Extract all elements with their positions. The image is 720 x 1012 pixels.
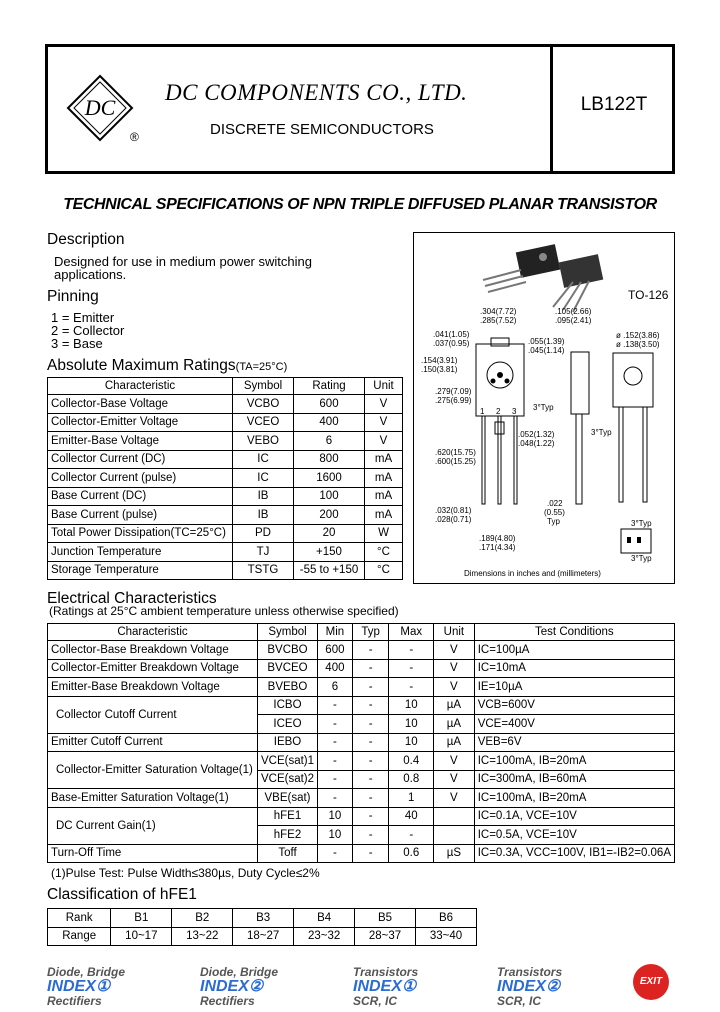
col-characteristic: Characteristic	[48, 378, 233, 395]
elec-cell: -	[352, 752, 389, 771]
elec-cell: hFE1	[257, 807, 317, 826]
svg-text:Typ: Typ	[547, 517, 560, 526]
elec-row	[48, 678, 675, 697]
elec-row	[48, 844, 675, 863]
part-number: LB122T	[580, 94, 648, 115]
abs-cell: mA	[365, 469, 403, 488]
range-cell: 13~22	[172, 927, 233, 946]
abs-row	[48, 543, 403, 562]
package-name: TO-126	[628, 288, 669, 302]
elec-cell: -	[318, 844, 353, 863]
svg-text:3°Typ: 3°Typ	[533, 403, 554, 412]
elec-cell: -	[318, 789, 353, 808]
elec-cell: -	[389, 678, 434, 697]
elec-cell: 400	[318, 659, 353, 678]
svg-text:3: 3	[512, 407, 517, 416]
abs-max-condition: (TA=25°C)	[235, 361, 288, 373]
elec-row	[48, 659, 675, 678]
elec-cell: -	[352, 733, 389, 752]
abs-cell: IB	[233, 506, 294, 525]
col-symbol: Symbol	[233, 378, 294, 395]
abs-cell: TSTG	[233, 561, 294, 580]
abs-cell: +150	[294, 543, 365, 562]
svg-text:.028(0.71): .028(0.71)	[435, 515, 472, 524]
footer-link-number: ①	[95, 978, 111, 995]
svg-text:.304(7.72): .304(7.72)	[480, 307, 517, 316]
footer-link-line1: Transistors	[353, 965, 419, 979]
footer-link-line1: Diode, Bridge	[200, 965, 279, 979]
elec-cell: IC=0.1A, VCE=10V	[474, 807, 674, 826]
package-photo	[483, 244, 603, 312]
footer-link-line1: Transistors	[497, 965, 563, 979]
svg-text:.037(0.95): .037(0.95)	[433, 339, 470, 348]
abs-cell: Base Current (pulse)	[48, 506, 233, 525]
range-cell: 18~27	[233, 927, 294, 946]
elec-cell: -	[318, 715, 353, 734]
svg-text:.171(4.34): .171(4.34)	[479, 543, 516, 552]
abs-cell: °C	[365, 561, 403, 580]
abs-row	[48, 487, 403, 506]
elec-row	[48, 733, 675, 752]
svg-text:.600(15.25): .600(15.25)	[435, 457, 476, 466]
elec-cell: 600	[318, 641, 353, 660]
elec-cell: VCB=600V	[474, 696, 674, 715]
elec-cell: DC Current Gain(1)	[48, 807, 258, 844]
abs-cell: V	[365, 413, 403, 432]
footer-link-index-text: INDEX	[497, 978, 546, 995]
description-line2: applications.	[54, 267, 127, 282]
elec-cell: BVCEO	[257, 659, 317, 678]
svg-text:.285(7.52): .285(7.52)	[480, 316, 517, 325]
svg-text:.052(1.32): .052(1.32)	[518, 430, 555, 439]
elec-cell: -	[352, 826, 389, 845]
description-heading: Description	[47, 231, 125, 248]
ecol-conditions: Test Conditions	[474, 624, 674, 641]
elec-cell: IC=10mA	[474, 659, 674, 678]
elec-cell: VCE(sat)2	[257, 770, 317, 789]
ecol-max: Max	[389, 624, 434, 641]
ecol-unit: Unit	[434, 624, 475, 641]
footer-index-link[interactable]	[353, 966, 453, 1007]
footer-link-number: ②	[248, 978, 264, 995]
svg-text:.045(1.14): .045(1.14)	[528, 346, 565, 355]
elec-cell: Collector-Base Breakdown Voltage	[48, 641, 258, 660]
elec-cell: V	[434, 641, 475, 660]
elec-cell: IC=0.3A, VCC=100V, IB1=-IB2=0.06A	[474, 844, 674, 863]
abs-row	[48, 469, 403, 488]
elec-cell: Emitter Cutoff Current	[48, 733, 258, 752]
elec-cell	[434, 826, 475, 845]
elec-cell: V	[434, 659, 475, 678]
abs-row	[48, 450, 403, 469]
elec-cell: BVEBO	[257, 678, 317, 697]
footer-link-number: ①	[401, 978, 417, 995]
elec-cell: 0.8	[389, 770, 434, 789]
abs-cell: Collector-Emitter Voltage	[48, 413, 233, 432]
svg-text:2: 2	[496, 407, 501, 416]
svg-text:.279(7.09): .279(7.09)	[435, 387, 472, 396]
abs-cell: 800	[294, 450, 365, 469]
footer-link-line3: Rectifiers	[200, 994, 255, 1008]
abs-cell: Collector-Base Voltage	[48, 395, 233, 414]
elec-cell: 10	[389, 715, 434, 734]
abs-cell: Emitter-Base Voltage	[48, 432, 233, 451]
footer-link-line1: Diode, Bridge	[47, 965, 126, 979]
abs-cell: 6	[294, 432, 365, 451]
elec-cell: VEB=6V	[474, 733, 674, 752]
abs-cell: W	[365, 524, 403, 543]
abs-row	[48, 506, 403, 525]
range-cell: 28~37	[355, 927, 416, 946]
elec-cell: -	[352, 715, 389, 734]
elec-cell: -	[318, 733, 353, 752]
footer-link-line3: Rectifiers	[47, 994, 102, 1008]
elec-cell: IE=10µA	[474, 678, 674, 697]
elec-row	[48, 641, 675, 660]
elec-cell: -	[352, 678, 389, 697]
abs-cell: Junction Temperature	[48, 543, 233, 562]
abs-cell: TJ	[233, 543, 294, 562]
svg-text:.032(0.81): .032(0.81)	[435, 506, 472, 515]
elec-cell: IC=100mA, IB=20mA	[474, 789, 674, 808]
abs-cell: V	[365, 395, 403, 414]
elec-cell: -	[352, 807, 389, 826]
abs-cell: VEBO	[233, 432, 294, 451]
elec-cell: -	[389, 826, 434, 845]
abs-cell: VCEO	[233, 413, 294, 432]
elec-cell: -	[352, 641, 389, 660]
rank-cell: B6	[415, 909, 476, 928]
rank-cell: B5	[355, 909, 416, 928]
abs-cell: Base Current (DC)	[48, 487, 233, 506]
abs-cell: 400	[294, 413, 365, 432]
dimension-labels	[421, 307, 660, 563]
elec-cell: hFE2	[257, 826, 317, 845]
svg-text:.189(4.80): .189(4.80)	[479, 534, 516, 543]
abs-cell: Collector Current (DC)	[48, 450, 233, 469]
abs-cell: °C	[365, 543, 403, 562]
elec-cell: 6	[318, 678, 353, 697]
footer-index-link[interactable]	[47, 966, 147, 1007]
svg-text:.095(2.41): .095(2.41)	[555, 316, 592, 325]
svg-text:.620(15.75): .620(15.75)	[435, 448, 476, 457]
elec-cell: V	[434, 752, 475, 771]
description-line1: Designed for use in medium power switching	[54, 254, 312, 269]
footer-index-link[interactable]	[200, 966, 300, 1007]
svg-text:.105(2.66): .105(2.66)	[555, 307, 592, 316]
elec-cell: IC=300mA, IB=60mA	[474, 770, 674, 789]
elec-cell: 1	[389, 789, 434, 808]
elec-cell: µA	[434, 696, 475, 715]
elec-cell: Emitter-Base Breakdown Voltage	[48, 678, 258, 697]
svg-text:.048(1.22): .048(1.22)	[518, 439, 555, 448]
footer-link-index	[47, 978, 147, 995]
elec-cell: -	[352, 659, 389, 678]
elec-footnote: (1)Pulse Test: Pulse Width≤380µs, Duty Cycle≤2%	[51, 866, 320, 880]
svg-text:ø .152(3.86): ø .152(3.86)	[616, 331, 660, 340]
rank-cell: B4	[294, 909, 355, 928]
pin-3: 3 = Base	[51, 336, 103, 351]
company-name: DC COMPONENTS CO., LTD.	[165, 80, 468, 105]
footer-link-line3: SCR, IC	[353, 994, 398, 1008]
abs-row	[48, 413, 403, 432]
elec-cell: µS	[434, 844, 475, 863]
elec-cell: -	[352, 770, 389, 789]
footer-link-index	[200, 978, 300, 995]
abs-cell: IB	[233, 487, 294, 506]
package-drawing	[413, 232, 675, 584]
abs-cell: Total Power Dissipation(TC=25°C)	[48, 524, 233, 543]
elec-cell: Toff	[257, 844, 317, 863]
elec-cell: V	[434, 678, 475, 697]
abs-cell: -55 to +150	[294, 561, 365, 580]
elec-row	[48, 752, 675, 771]
ecol-symbol: Symbol	[257, 624, 317, 641]
range-cell: 23~32	[294, 927, 355, 946]
svg-text:3°Typ: 3°Typ	[631, 519, 652, 528]
abs-cell: mA	[365, 487, 403, 506]
abs-max-table	[47, 377, 403, 580]
elec-cell: µA	[434, 715, 475, 734]
abs-row	[48, 432, 403, 451]
footer-link-index-text: INDEX	[47, 978, 96, 995]
elec-cell: -	[318, 752, 353, 771]
rank-label: Rank	[48, 909, 111, 928]
exit-button[interactable]: EXIT	[633, 964, 669, 1000]
abs-cell: V	[365, 432, 403, 451]
range-cell: 10~17	[111, 927, 172, 946]
svg-text:3°Typ: 3°Typ	[591, 428, 612, 437]
ecol-characteristic: Characteristic	[48, 624, 258, 641]
svg-text:.055(1.39): .055(1.39)	[528, 337, 565, 346]
abs-row	[48, 561, 403, 580]
elec-cell: IC=100mA, IB=20mA	[474, 752, 674, 771]
abs-cell: IC	[233, 450, 294, 469]
elec-row	[48, 696, 675, 715]
elec-cell: IC=0.5A, VCE=10V	[474, 826, 674, 845]
svg-text:3°Typ: 3°Typ	[631, 554, 652, 563]
elec-cell: BVCBO	[257, 641, 317, 660]
elec-cell: Turn-Off Time	[48, 844, 258, 863]
elec-cell: 0.4	[389, 752, 434, 771]
elec-cell: VCE(sat)1	[257, 752, 317, 771]
elec-cell: µA	[434, 733, 475, 752]
rank-cell: B3	[233, 909, 294, 928]
footer-link-index	[497, 978, 597, 995]
svg-text:.275(6.99): .275(6.99)	[435, 396, 472, 405]
elec-cell: ICEO	[257, 715, 317, 734]
elec-cell: -	[352, 844, 389, 863]
elec-table	[47, 623, 675, 863]
rank-cell: B2	[172, 909, 233, 928]
elec-cell: VCE=400V	[474, 715, 674, 734]
abs-cell: 1600	[294, 469, 365, 488]
footer-link-line3: SCR, IC	[497, 994, 542, 1008]
footer-link-index	[353, 978, 453, 995]
elec-cell: VBE(sat)	[257, 789, 317, 808]
abs-cell: 600	[294, 395, 365, 414]
svg-text:(0.55): (0.55)	[544, 508, 565, 517]
abs-row	[48, 395, 403, 414]
elec-cell: 10	[318, 826, 353, 845]
elec-cell: -	[352, 789, 389, 808]
abs-cell: mA	[365, 450, 403, 469]
abs-cell: mA	[365, 506, 403, 525]
elec-cell: Base-Emitter Saturation Voltage(1)	[48, 789, 258, 808]
elec-cell: 10	[318, 807, 353, 826]
elec-cell: Collector-Emitter Breakdown Voltage	[48, 659, 258, 678]
division-name: DISCRETE SEMICONDUCTORS	[210, 121, 434, 138]
elec-cell: Collector-Emitter Saturation Voltage(1)	[48, 752, 258, 789]
elec-cell: 10	[389, 696, 434, 715]
footer-link-index-text: INDEX	[200, 978, 249, 995]
abs-cell: Collector Current (pulse)	[48, 469, 233, 488]
elec-cell: -	[352, 696, 389, 715]
abs-cell: VCBO	[233, 395, 294, 414]
col-rating: Rating	[294, 378, 365, 395]
abs-cell: 20	[294, 524, 365, 543]
abs-row	[48, 524, 403, 543]
elec-cell: IC=100µA	[474, 641, 674, 660]
svg-text:1: 1	[480, 407, 485, 416]
pin-2: 2 = Collector	[51, 323, 125, 338]
elec-cell: 0.6	[389, 844, 434, 863]
elec-cell: IEBO	[257, 733, 317, 752]
range-label: Range	[48, 927, 111, 946]
svg-text:.041(1.05): .041(1.05)	[433, 330, 470, 339]
front-view	[476, 338, 524, 504]
company-logo	[64, 72, 136, 144]
dimension-note: Dimensions in inches and (millimeters)	[464, 569, 601, 578]
elec-subheading: (Ratings at 25°C ambient temperature unless otherwise specified)	[49, 604, 399, 618]
registered-mark: ®	[130, 130, 139, 144]
elec-heading: Electrical Characteristics	[47, 590, 217, 607]
abs-cell: Storage Temperature	[48, 561, 233, 580]
logo-text: DC	[84, 95, 116, 120]
classification-table	[47, 908, 477, 946]
elec-cell: -	[318, 770, 353, 789]
svg-text:ø .138(3.50): ø .138(3.50)	[616, 340, 660, 349]
elec-cell: -	[318, 696, 353, 715]
document-title: TECHNICAL SPECIFICATIONS OF NPN TRIPLE DIFFUSED PLANAR TRANSISTOR	[63, 196, 657, 213]
abs-cell: PD	[233, 524, 294, 543]
elec-cell: ICBO	[257, 696, 317, 715]
abs-cell: 100	[294, 487, 365, 506]
footer-index-link[interactable]	[497, 966, 597, 1007]
elec-cell: 10	[389, 733, 434, 752]
abs-cell: 200	[294, 506, 365, 525]
elec-cell: 40	[389, 807, 434, 826]
classification-heading: Classification of hFE1	[47, 886, 197, 903]
svg-text:.150(3.81): .150(3.81)	[421, 365, 458, 374]
footer-link-index-text: INDEX	[353, 978, 402, 995]
pin-1: 1 = Emitter	[51, 310, 115, 325]
footer-link-number: ②	[545, 978, 561, 995]
range-cell: 33~40	[415, 927, 476, 946]
ecol-min: Min	[318, 624, 353, 641]
elec-cell: -	[389, 659, 434, 678]
pinning-heading: Pinning	[47, 288, 99, 305]
abs-max-heading: Absolute Maximum Ratings(TA=25°C)	[47, 357, 288, 374]
svg-text:.022: .022	[547, 499, 563, 508]
svg-text:.154(3.91): .154(3.91)	[421, 356, 458, 365]
abs-cell: IC	[233, 469, 294, 488]
col-unit: Unit	[365, 378, 403, 395]
elec-row	[48, 807, 675, 826]
elec-cell: Collector Cutoff Current	[48, 696, 258, 733]
ecol-typ: Typ	[352, 624, 389, 641]
elec-row	[48, 789, 675, 808]
elec-cell: -	[389, 641, 434, 660]
elec-cell: V	[434, 770, 475, 789]
elec-cell: V	[434, 789, 475, 808]
rank-cell: B1	[111, 909, 172, 928]
elec-cell	[434, 807, 475, 826]
